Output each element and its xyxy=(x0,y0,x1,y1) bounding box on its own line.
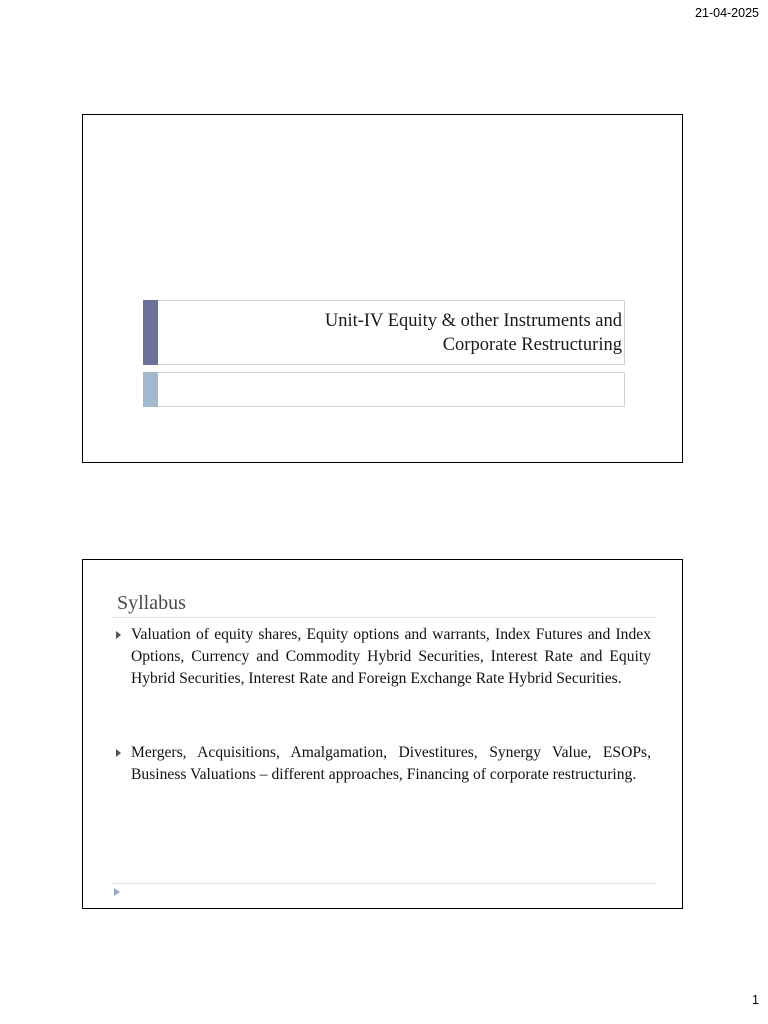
title-line-2: Corporate Restructuring xyxy=(442,334,622,355)
bullet-item xyxy=(131,624,651,690)
bullet-text: Mergers, Acquisitions, Amalgamation, Divestitures, Synergy Value, ESOPs, Business Valuations – different approaches, Financing of corporate restructuring. xyxy=(131,744,651,783)
subtitle-accent-bar xyxy=(143,372,158,407)
page-date: 21-04-2025 xyxy=(695,6,759,20)
title-line-1: Unit-IV Equity & other Instruments and xyxy=(324,311,622,331)
bullet-text: Valuation of equity shares, Equity options and warrants, Index Futures and Index Options, Currency and Commodity Hybrid Securities, Interest Rate and Equity Hybrid Securities, Interest Rate and Foreign Exchange Rate Hybrid Securities. xyxy=(131,626,651,687)
title-box xyxy=(143,300,625,365)
bullet-item xyxy=(131,742,651,786)
bullet-arrow-icon xyxy=(116,749,121,757)
page-number: 1 xyxy=(752,993,759,1007)
subtitle-box xyxy=(143,372,625,407)
slide-syllabus xyxy=(82,559,683,909)
footer-arrow-icon xyxy=(114,888,120,896)
footer-divider xyxy=(113,883,656,884)
heading-divider xyxy=(113,617,656,618)
bullet-arrow-icon xyxy=(116,631,121,639)
slide-title-text xyxy=(182,310,622,357)
slide-title xyxy=(82,114,683,463)
title-accent-bar xyxy=(143,300,158,365)
syllabus-heading: Syllabus xyxy=(117,592,186,614)
